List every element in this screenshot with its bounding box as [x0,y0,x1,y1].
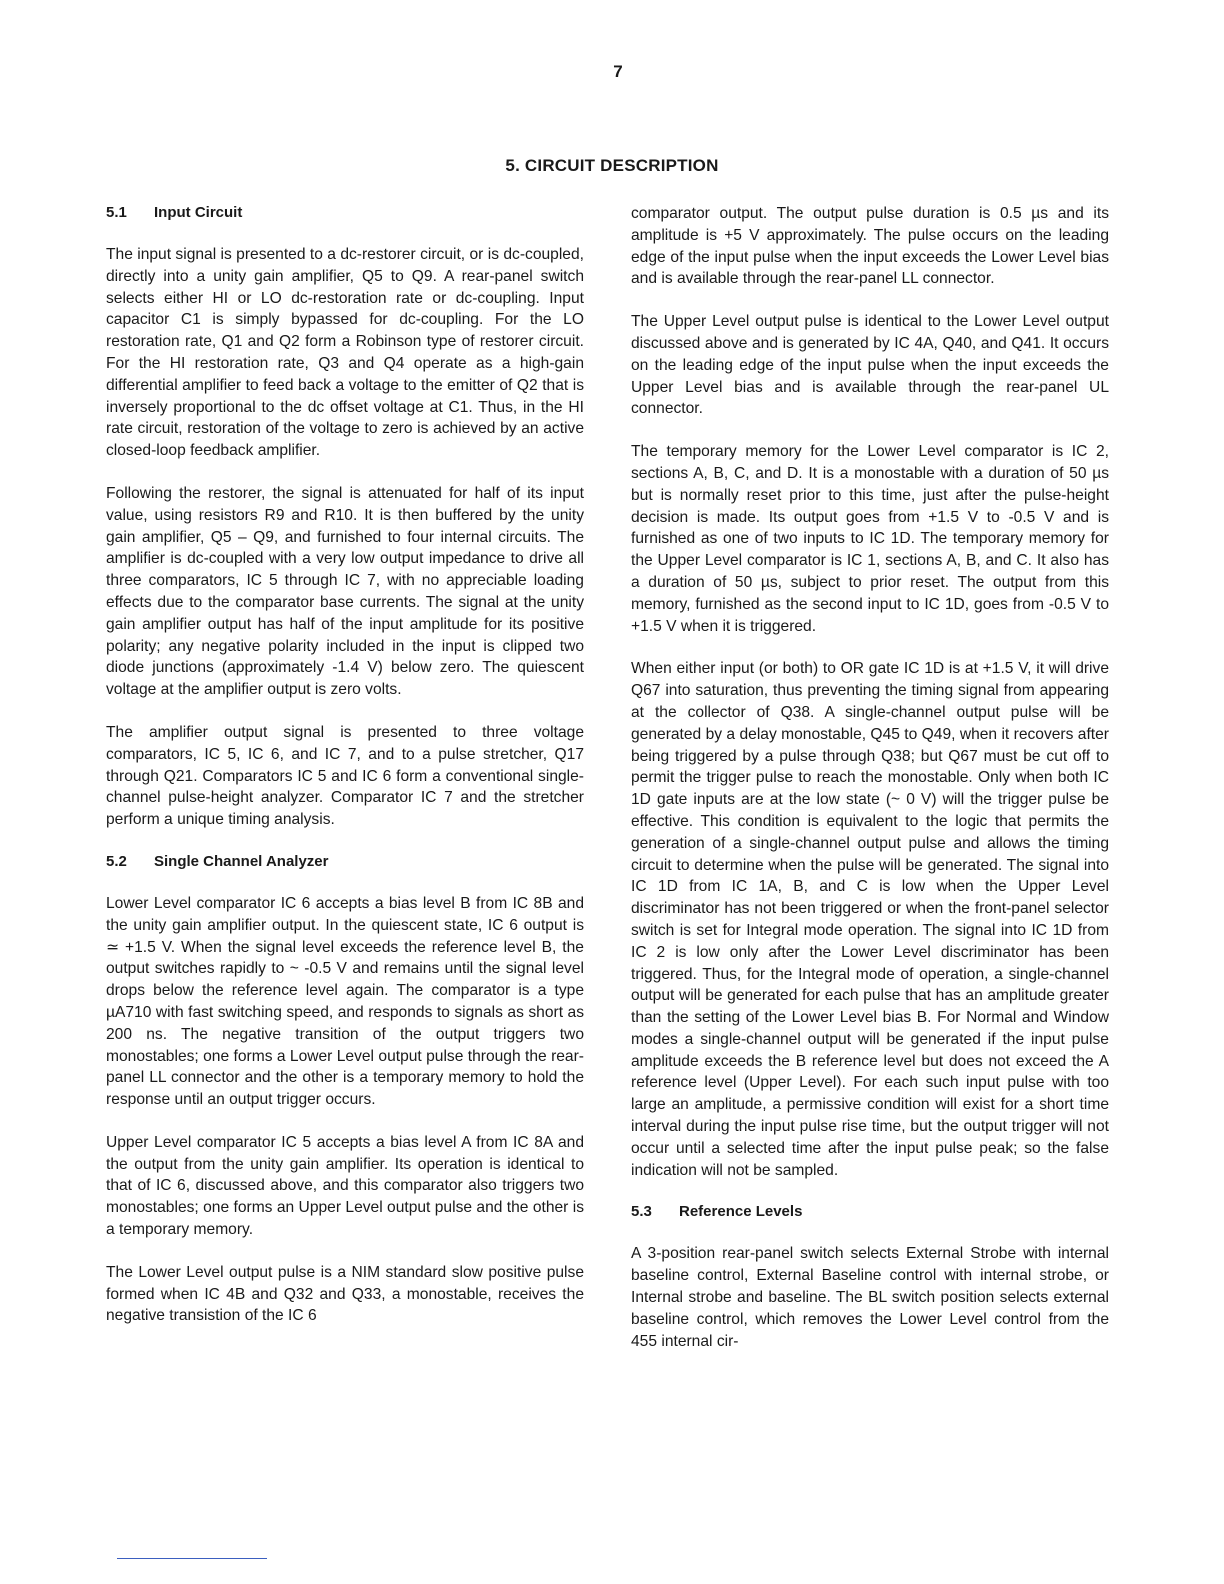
footer-rule [117,1558,267,1559]
section-title: Input Circuit [154,204,243,221]
paragraph: The Lower Level output pulse is a NIM standard slow positive pulse formed when IC 4B and Q32 and Q33, a monostable, receives the negative transistion of the IC 6 [106,1263,584,1325]
section-heading-5-3 [631,1202,1109,1222]
right-column [631,203,1109,1373]
paragraph: Following the restorer, the signal is attenuated for half of its input value, using resistors R9 and R10. It is then buffered by the unity gain amplifier, Q5 – Q9, and furnished to four internal circuits. The amplifier is dc-coupled with a very low output impedance to drive all three comparators, IC 5 through IC 7, with no appreciable loading effects due to the comparator base currents. The signal at the unity gain amplifier output has half of the input amplitude for its positive polarity; any negative polarity included in the input is clipped two diode junctions (approximately -1.4 V) below zero. The quiescent voltage at the amplifier output is zero volts. [106,484,584,699]
section-number: 5.3 [631,1203,652,1221]
page-number: 7 [613,62,623,81]
paragraph: comparator output. The output pulse duration is 0.5 µs and its amplitude is +5 V approximately. The pulse occurs on the leading edge of the input pulse when the input exceeds the Lower Level bias and is available through the rear-panel LL connector. [631,205,1109,288]
paragraph: The input signal is presented to a dc-restorer circuit, or is dc-coupled, directly into a unity gain amplifier, Q5 to Q9. A rear-panel switch selects either HI or LO dc-restoration rate or dc-coupling. Input capacitor C1 is simply bypassed for dc-coupling. For the LO restoration rate, Q1 and Q2 form a Robinson type of restorer circuit. For the HI restoration rate, Q3 and Q4 operate as a high-gain differential amplifier to feed back a voltage to the emitter of Q2 that is inversely proportional to the dc offset voltage at C1. Thus, in the HI rate circuit, restoration of the voltage to zero is achieved by an active closed-loop feedback amplifier. [106,246,584,460]
paragraph: Lower Level comparator IC 6 accepts a bias level B from IC 8B and the unity gain amplifier output. In the quiescent state, IC 6 output is ≃ +1.5 V. When the signal level exceeds the reference level B, the output switches rapidly to ~ -0.5 V and remains until the signal level drops below the reference level again. The comparator is a type µA710 with fast switching speed, and responds to signals as short as 200 ns. The negative transition of the output triggers two monostables; one forms a Lower Level output pulse through the rear-panel LL connector and the other is a temporary memory to hold the response until an output trigger occurs. [106,894,584,1109]
paragraph: A 3-position rear-panel switch selects External Strobe with internal baseline control, External Baseline control with internal strobe, or Internal strobe and baseline. The BL switch position selects external baseline control, which removes the Lower Level control from the 455 internal cir- [631,1245,1109,1350]
paragraph: The Upper Level output pulse is identical to the Lower Level output discussed above and is generated by IC 4A, Q40, and Q41. It occurs on the leading edge of the input pulse when the input exceeds the Upper Level bias and is available through the rear-panel UL connector. [631,313,1109,418]
left-column [106,203,584,1348]
section-title: Single Channel Analyzer [154,852,329,870]
section-number: 5.1 [106,204,127,221]
section-heading-5-2 [106,852,584,872]
section-number: 5.2 [106,852,127,870]
paragraph: Upper Level comparator IC 5 accepts a bias level A from IC 8A and the output from the unity gain amplifier. Its operation is identical to that of IC 6, discussed above, and this comparator also triggers two monostables; one forms an Upper Level output pulse and the other is a temporary memory. [106,1133,584,1239]
paragraph: The amplifier output signal is presented to three voltage comparators, IC 5, IC 6, and IC 7, and to a pulse stretcher, Q17 through Q21. Comparators IC 5 and IC 6 form a conventional single-channel pulse-height analyzer. Comparator IC 7 and the stretcher perform a unique timing analysis. [106,723,584,829]
paragraph: The temporary memory for the Lower Level comparator is IC 2, sections A, B, C, and D. It is a monostable with a duration of 50 µs but is normally reset prior to this time, just after the pulse-height decision is made. Its output goes from +1.5 V to -0.5 V and is furnished as one of two inputs to IC 1D. The temporary memory for the Upper Level comparator is IC 1, sections A, B, and C. It also has a duration of 50 µs, subject to prior reset. The output from this memory, furnished as the second input to IC 1D, goes from -0.5 V to +1.5 V when it is triggered. [631,443,1109,635]
section-title: Reference Levels [679,1203,803,1221]
paragraph: When either input (or both) to OR gate IC 1D is at +1.5 V, it will drive Q67 into saturation, thus preventing the timing signal from appearing at the collector of Q38. A single-channel output pulse will be generated by a delay monostable, Q45 to Q49, when it recovers after being triggered by a pulse through Q38; but Q67 must be cut off to permit the trigger pulse to reach the monostable. Only when both IC 1D gate inputs are at the low state (~ 0 V) will the trigger pulse be effective. This condition is equivalent to the logic that permits the generation of a single-channel output pulse and allows the timing circuit to determine when the pulse will be generated. The signal into IC 1D from IC 1A, B, and C is low when the Upper Level discriminator has not been triggered or when the front-panel selector switch is set for Integral mode operation. The signal into IC 1D from IC 2 is low only after the Lower Level discriminator has been triggered. Thus, for the Integral mode of operation, a single-channel output will be generated for each pulse that has an amplitude greater than the setting of the Lower Level bias B. For Normal and Window modes a single-channel output will be generated if the input pulse amplitude exceeds the B reference level but does not exceed the A reference level (Upper Level). For each such input pulse with too large an amplitude, a permissive condition will exist for a short time interval during the input pulse rise time, but the output trigger will not occur until a selected time after the input pulse peak; so the false indication will not be sampled. [631,660,1109,1179]
chapter-title: 5. CIRCUIT DESCRIPTION [505,156,719,175]
section-heading-5-1 [106,203,584,223]
